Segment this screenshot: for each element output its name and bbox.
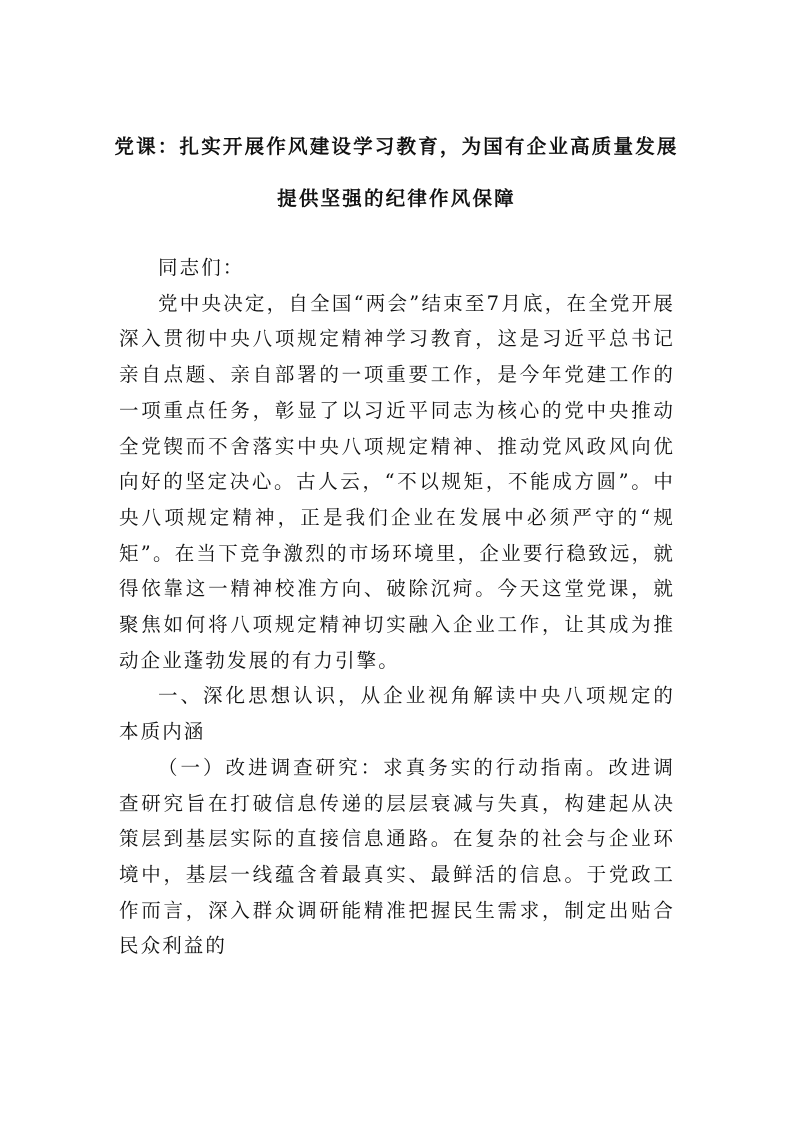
document-title-line-1: 党课：扎实开展作风建设学习教育，为国有企业高质量发展 — [114, 135, 679, 158]
paragraph-intro: 党中央决定，自全国“两会”结束至7月底，在全党开展深入贯彻中央八项规定精神学习教育，这是习近平总书记亲自点题、亲自部署的一项重要工作，是今年党建工作的一项重点任务，彰显了以习近平同志为核心的党中央推动全党锲而不舍落实中央八项规定精神、推动党风政风向优向好的坚定决心。古人云，“不以规矩，不能成方圆”。中央八项规定精神，正是我们企业在发展中必须严守的“规矩”。在当下竞争激烈的市场环境里，企业要行稳致远，就得依靠这一精神校准方向、破除沉疴。今天这堂党课，就聚焦如何将八项规定精神切实融入企业工作，让其成为推动企业蓬勃发展的有力引擎。 — [119, 291, 675, 672]
document-body — [119, 250, 675, 964]
paragraph-subsection-1: （一）改进调查研究：求真务实的行动指南。改进调查研究旨在打破信息传递的层层衰减与失真，构建起从决策层到基层实际的直接信息通路。在复杂的社会与企业环境中，基层一线蕴含着最真实、最鲜活的信息。于党政工作而言，深入群众调研能精准把握民生需求，制定出贴合民众利益的 — [119, 755, 675, 958]
salutation: 同志们： — [158, 256, 245, 279]
document-title-line-2: 提供坚强的纪律作风保障 — [277, 187, 516, 210]
section-heading-1: 一、深化思想认识，从企业视角解读中央八项规定的本质内涵 — [119, 684, 675, 744]
